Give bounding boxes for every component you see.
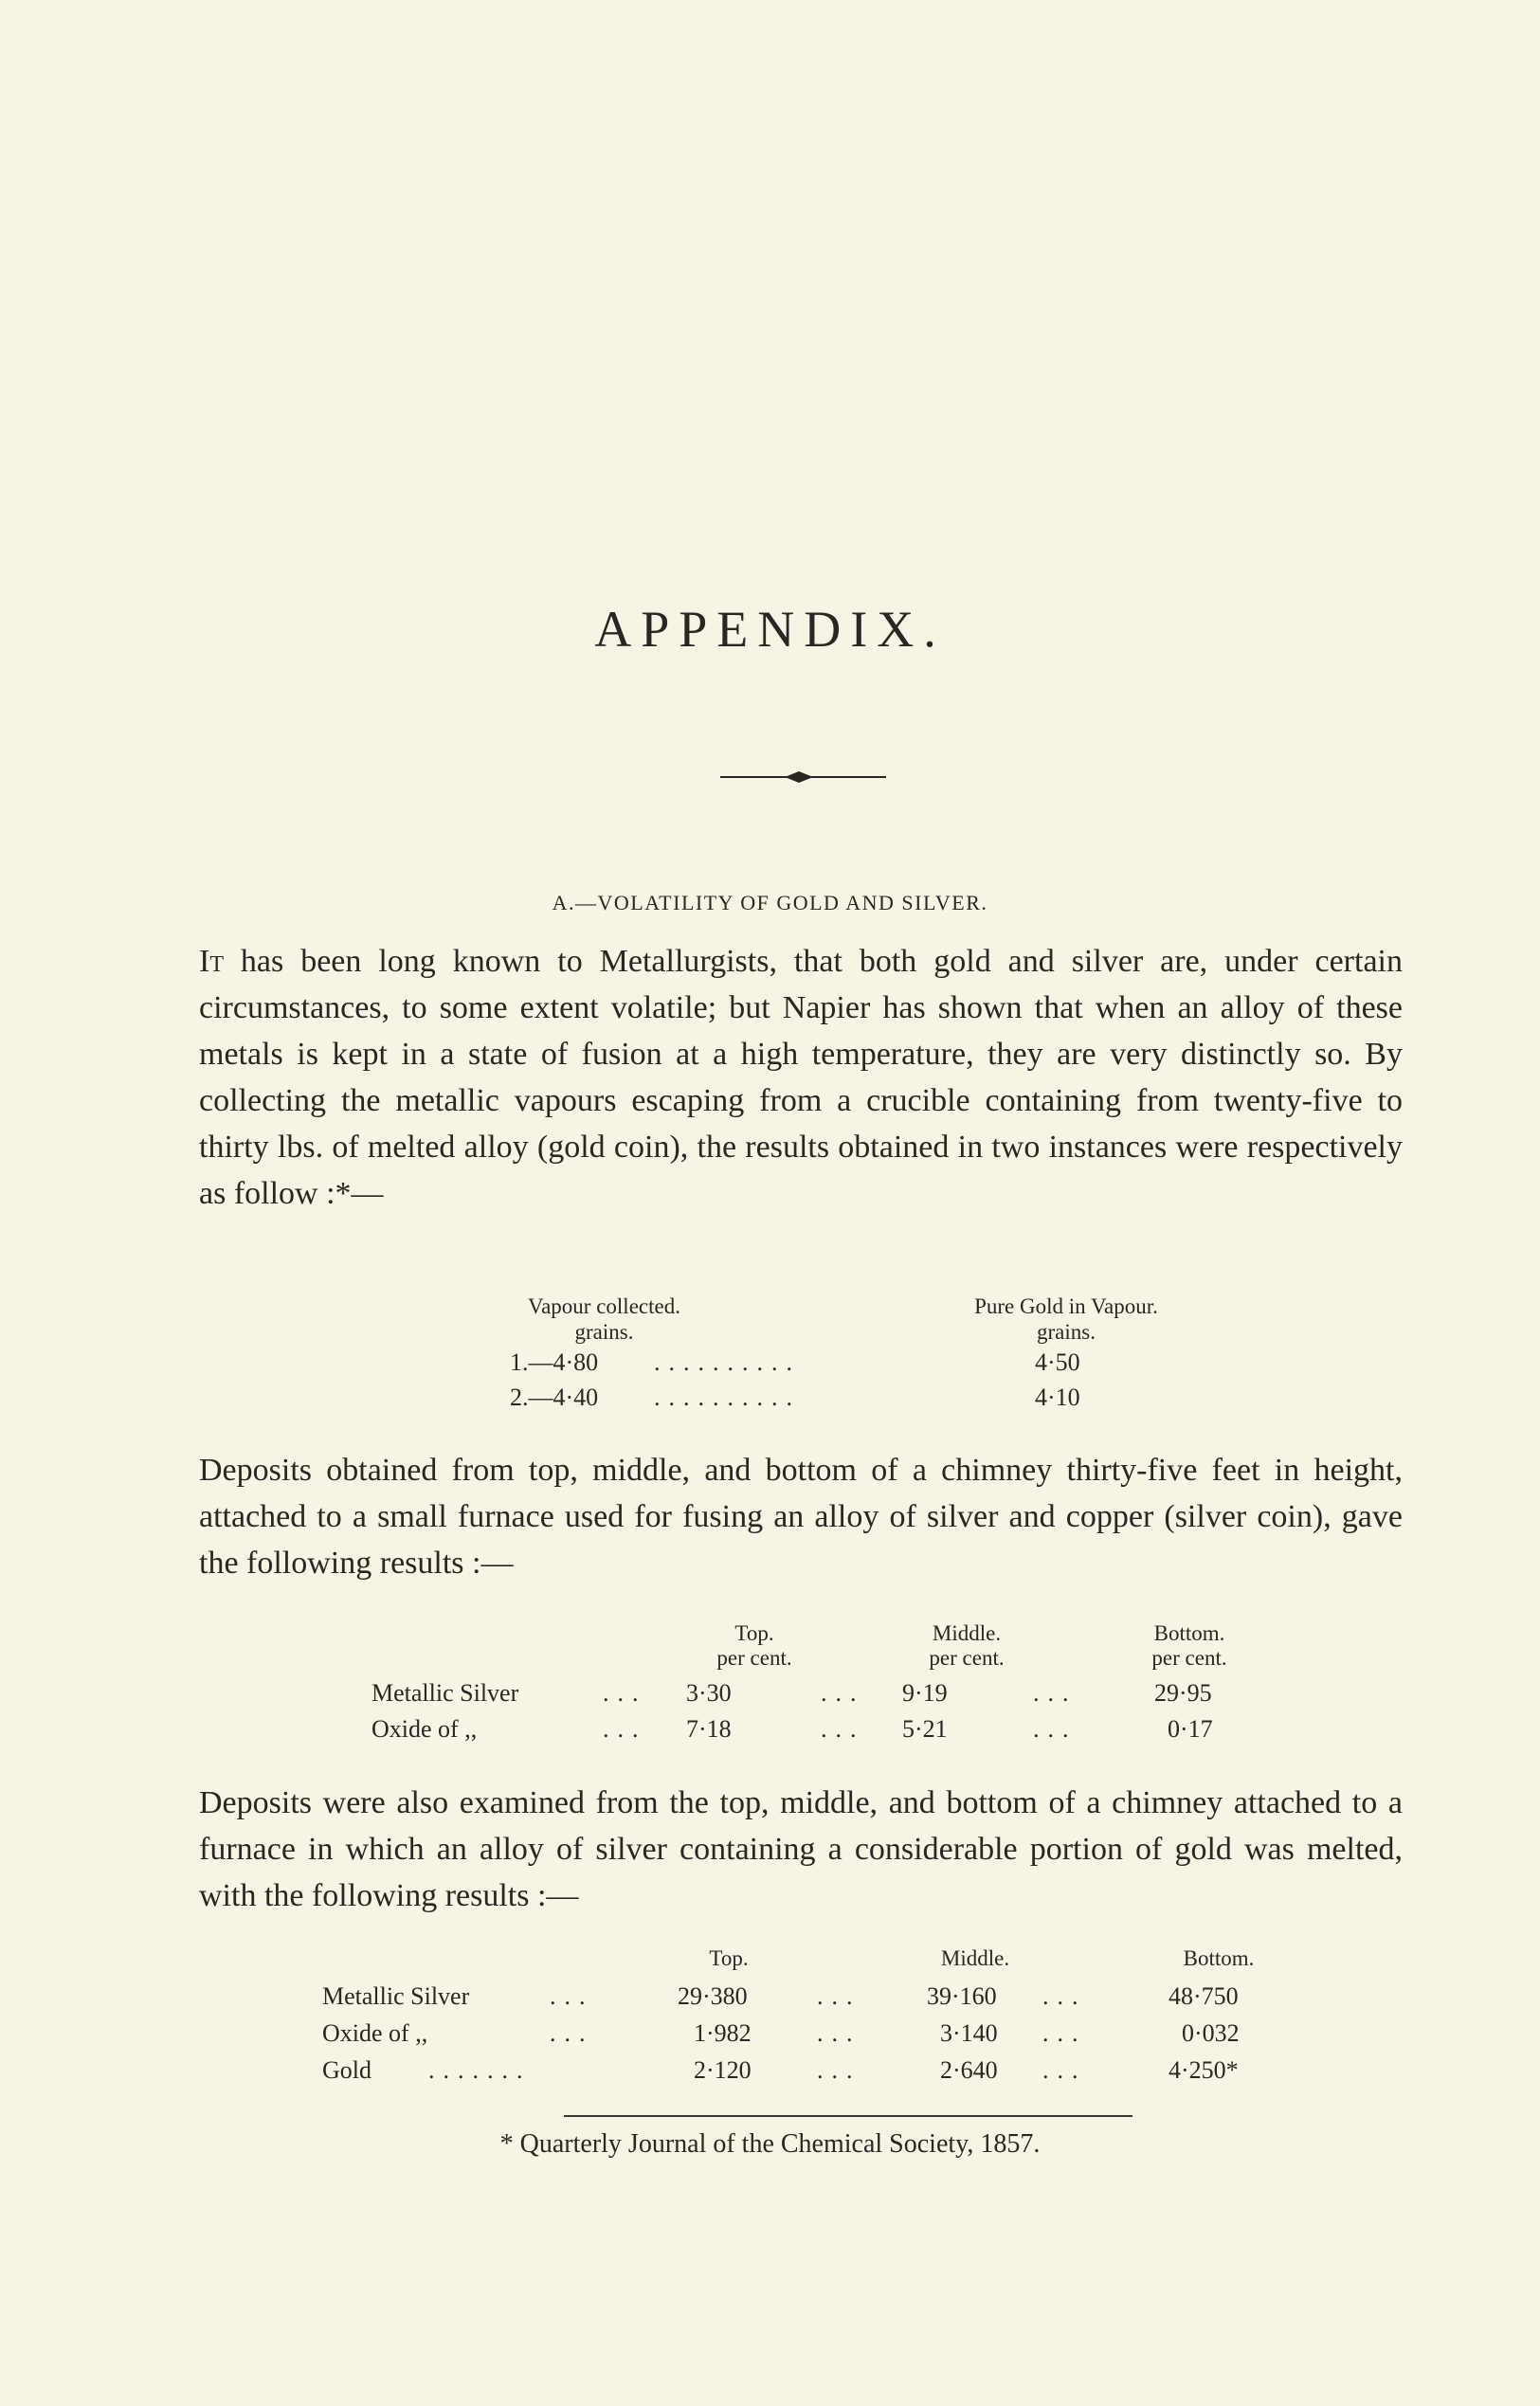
table-2-row-2-top: 7·18 <box>686 1715 732 1743</box>
table-2-unit-middle: per cent. <box>929 1646 1005 1670</box>
table-2-row-1-label: Metallic Silver <box>371 1679 519 1707</box>
table-3-row-2-lead: ... <box>550 2019 594 2047</box>
paragraph-1-lead: It <box>199 944 224 979</box>
table-2-row-1-top: 3·30 <box>686 1679 732 1707</box>
table-1-col1-head: Vapour collected. <box>528 1294 680 1318</box>
page-title: APPENDIX. <box>594 601 946 658</box>
paragraph-1-text: has been long known to Metallurgists, that both gold and silver are, under certain circumstances, to some extent volatile; but Napier has shown that when an alloy of these metals is kept in a state of fusion at a high temperature, they are very distinctly so. By collecting the metallic vapours escaping from a crucible containing from twenty-five to thirty lbs. of melted alloy (gold coin), the results obtained in two instances were respectively as follow :*— <box>199 944 1403 1211</box>
table-3-row-1-lead: ... <box>550 1982 594 2010</box>
table-3-row-1-bottom: 48·750 <box>1169 1982 1239 2010</box>
table-3-head-top: Top. <box>709 1946 749 1970</box>
table-3-row-2-top: 1·982 <box>694 2019 752 2047</box>
table-1-row-1-label: 1.—4·80 <box>510 1348 599 1376</box>
table-2-row-1-bottom: 29·95 <box>1154 1679 1212 1707</box>
table-2-row-1-dots-2: ... <box>1033 1679 1078 1707</box>
table-3-row-3-top: 2·120 <box>694 2056 752 2084</box>
table-2-row-2-label: Oxide of ,, <box>371 1715 478 1743</box>
table-1-col2-head: Pure Gold in Vapour. <box>974 1294 1158 1318</box>
table-3-row-2-bottom: 0·032 <box>1182 2019 1240 2047</box>
table-3-row-1-middle: 39·160 <box>927 1982 997 2010</box>
table-3-row-2-middle: 3·140 <box>940 2019 998 2047</box>
ornament-divider <box>720 766 886 788</box>
table-3-row-3-dots-2: ... <box>1042 2056 1087 2084</box>
table-3-row-3-bottom: 4·250* <box>1169 2056 1239 2084</box>
table-3-row-2-dots-1: ... <box>817 2019 861 2047</box>
table-3-row-3-label: Gold <box>322 2056 371 2084</box>
table-1-row-1-value: 4·50 <box>1035 1348 1080 1376</box>
section-heading: A.—VOLATILITY OF GOLD AND SILVER. <box>552 891 988 914</box>
table-1-row-2-value: 4·10 <box>1035 1384 1080 1411</box>
table-2-row-2-lead: ... <box>603 1715 647 1743</box>
table-1-row-2-label: 2.—4·40 <box>510 1384 599 1411</box>
table-3-row-3-middle: 2·640 <box>940 2056 998 2084</box>
table-1-row-2-leader: .......... <box>654 1384 801 1411</box>
table-3-row-1-dots-1: ... <box>817 1982 861 2010</box>
paragraph-2: Deposits obtained from top, middle, and bottom of a chimney thirty-five feet in height, attached to a small furnace used for fusing an alloy of silver and copper (silver coin), gave the following results :— <box>199 1453 1403 1581</box>
table-2-row-2-dots-2: ... <box>1033 1715 1078 1743</box>
paragraph-1 <box>199 938 1403 1217</box>
table-3-head-bottom: Bottom. <box>1183 1946 1255 1970</box>
table-3-row-1-label: Metallic Silver <box>322 1982 470 2010</box>
table-2-row-1-dots-1: ... <box>821 1679 865 1707</box>
footnote-rule <box>564 2115 1132 2117</box>
table-2-row-1-lead: ... <box>603 1679 647 1707</box>
table-2-unit-bottom: per cent. <box>1151 1646 1227 1670</box>
table-1-col2-unit: grains. <box>1037 1320 1096 1344</box>
table-2-head-middle: Middle. <box>932 1621 1002 1645</box>
footnote: * Quarterly Journal of the Chemical Society, 1857. <box>499 2129 1041 2159</box>
table-3-row-3-lead: ....... <box>428 2056 532 2084</box>
table-3-row-3-dots-1: ... <box>817 2056 861 2084</box>
paragraph-3: Deposits were also examined from the top, middle, and bottom of a chimney attached to a furnace in which an alloy of silver containing a considerable portion of gold was melted, with the following results :— <box>199 1785 1403 1913</box>
table-2-row-2-dots-1: ... <box>821 1715 865 1743</box>
table-2-unit-top: per cent. <box>716 1646 792 1670</box>
table-1-col1-unit: grains. <box>574 1320 634 1344</box>
table-3-head-middle: Middle. <box>940 1946 1010 1970</box>
table-2-row-1-middle: 9·19 <box>902 1679 948 1707</box>
table-2-head-top: Top. <box>734 1621 774 1645</box>
table-3-row-1-dots-2: ... <box>1042 1982 1087 2010</box>
table-2-row-2-bottom: 0·17 <box>1168 1715 1213 1743</box>
table-2-head-bottom: Bottom. <box>1153 1621 1225 1645</box>
table-1-row-1-leader: .......... <box>654 1348 801 1376</box>
table-3-row-2-dots-2: ... <box>1042 2019 1087 2047</box>
table-2-row-2-middle: 5·21 <box>902 1715 948 1743</box>
table-3-row-2-label: Oxide of ,, <box>322 2019 428 2047</box>
table-3-row-1-top: 29·380 <box>678 1982 748 2010</box>
